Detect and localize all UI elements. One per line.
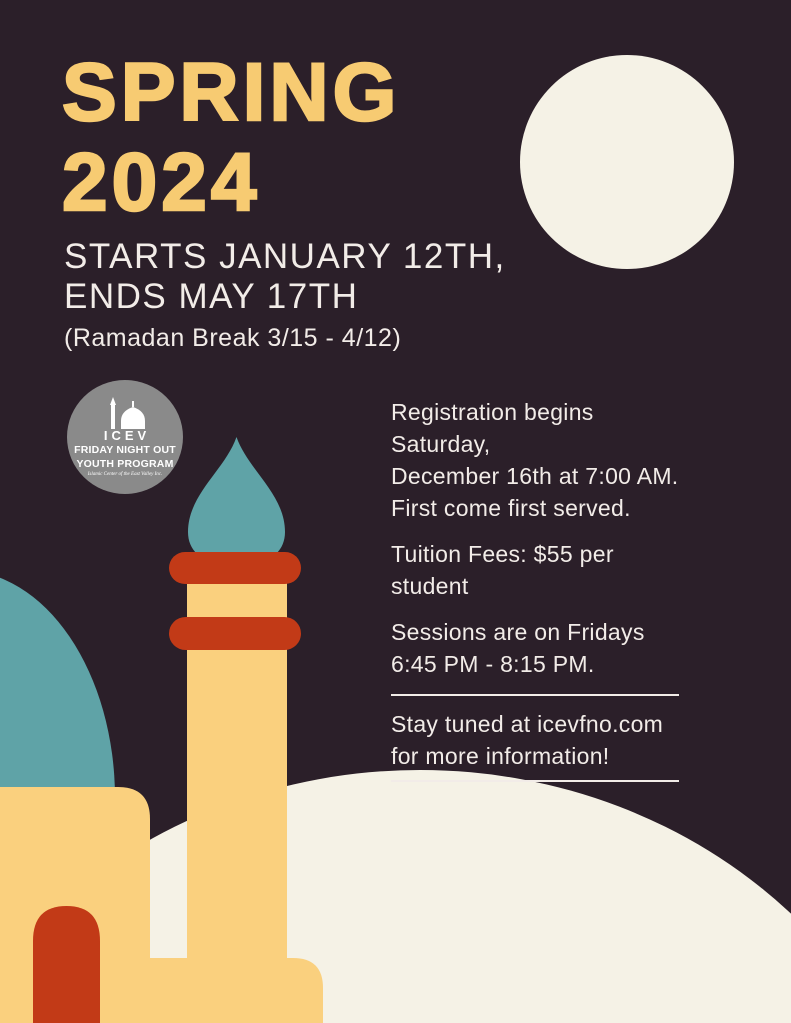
minaret-band-top bbox=[169, 552, 301, 584]
logo-program-name-line2: YOUTH PROGRAM bbox=[76, 457, 174, 470]
schedule-block bbox=[64, 237, 506, 353]
logo-tagline: Islamic Center of the East Valley Inc. bbox=[87, 471, 163, 477]
door-arch bbox=[33, 906, 100, 1023]
icev-logo bbox=[67, 380, 183, 494]
divider-top bbox=[391, 694, 679, 696]
logo-mosque-icon bbox=[97, 397, 153, 429]
ramadan-break-note: (Ramadan Break 3/15 - 4/12) bbox=[64, 324, 402, 352]
tuition-line: Tuition Fees: $55 per student bbox=[391, 541, 614, 599]
headline bbox=[62, 48, 400, 228]
minaret-base bbox=[148, 958, 323, 1023]
logo-program-name-line1: FRIDAY NIGHT OUT bbox=[74, 443, 176, 456]
logo-acronym: ICEV bbox=[103, 427, 151, 443]
registration-line2: December 16th at 7:00 AM. bbox=[391, 463, 679, 489]
headline-line1: SPRING bbox=[62, 47, 401, 138]
minaret-spire bbox=[188, 437, 285, 562]
moon-icon bbox=[520, 55, 734, 269]
minaret-band-bottom bbox=[169, 617, 301, 650]
stay-tuned-paragraph bbox=[391, 708, 693, 772]
headline-line2: 2024 bbox=[62, 137, 261, 228]
sessions-line2: 6:45 PM - 8:15 PM. bbox=[391, 651, 595, 677]
sessions-paragraph bbox=[391, 616, 693, 680]
registration-line1: Registration begins Saturday, bbox=[391, 399, 594, 457]
divider-bottom bbox=[391, 780, 679, 782]
tuition-paragraph bbox=[391, 538, 693, 602]
stay-tuned-line2: for more information! bbox=[391, 743, 610, 769]
registration-paragraph bbox=[391, 396, 693, 524]
schedule-line2: ENDS MAY 17TH bbox=[64, 277, 359, 316]
registration-line3: First come first served. bbox=[391, 495, 631, 521]
sessions-line1: Sessions are on Fridays bbox=[391, 619, 645, 645]
stay-tuned-line1: Stay tuned at icevfno.com bbox=[391, 711, 664, 737]
info-block bbox=[391, 396, 693, 794]
schedule-line1: STARTS JANUARY 12TH, bbox=[64, 237, 506, 276]
